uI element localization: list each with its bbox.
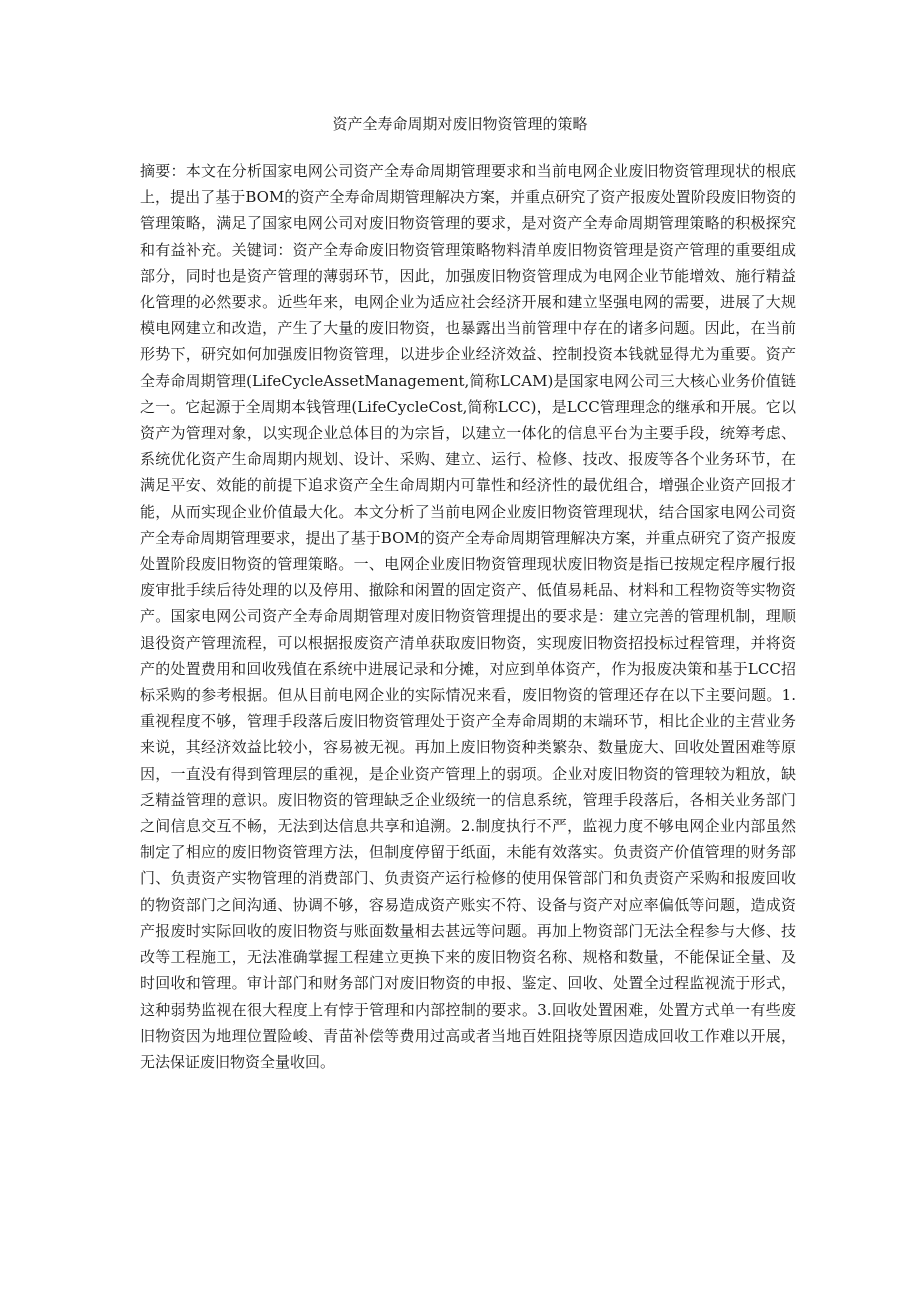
document-body: 摘要：本文在分析国家电网公司资产全寿命周期管理要求和当前电网企业废旧物资管理现状的根底上，提出了基于BOM的资产全寿命周期管理解决方案，并重点研究了资产报废处置阶段废旧物资的管理策略，满足了国家电网公司对废旧物资管理的要求，是对资产全寿命周期管理策略的积极探究和有益补充。关键词：资产全寿命废旧物资管理策略物料清单废旧物资管理是资产管理的重要组成部分，同时也是资产管理的薄弱环节，因此，加强废旧物资管理成为电网企业节能增效、施行精益化管理的必然要求。近些年来，电网企业为适应社会经济开展和建立坚强电网的需要，进展了大规模电网建立和改造，产生了大量的废旧物资，也暴露出当前管理中存在的诸多问题。因此，在当前形势下，研究如何加强废旧物资管理，以进步企业经济效益、控制投资本钱就显得尤为重要。资产全寿命周期管理(LifeCycleAssetManagement,简称LCAM)是国家电网公司三大核心业务价值链之一。它起源于全周期本钱管理(LifeCycleCost,简称LCC)，是LCC管理理念的继承和开展。它以资产为管理对象，以实现企业总体目的为宗旨，以建立一体化的信息平台为主要手段，统筹考虑、系统优化资产生命周期内规划、设计、采购、建立、运行、检修、技改、报废等各个业务环节，在满足平安、效能的前提下追求资产全生命周期内可靠性和经济性的最优组合，增强企业资产回报才能，从而实现企业价值最大化。本文分析了当前电网企业废旧物资管理现状，结合国家电网公司资产全寿命周期管理要求，提出了基于BOM的资产全寿命周期管理解决方案，并重点研究了资产报废处置阶段废旧物资的管理策略。一、电网企业废旧物资管理现状废旧物资是指已按规定程序履行报废审批手续后待处理的以及停用、撤除和闲置的固定资产、低值易耗品、材料和工程物资等实物资产。国家电网公司资产全寿命周期管理对废旧物资管理提出的要求是：建立完善的管理机制，理顺退役资产管理流程，可以根据报废资产清单获取废旧物资，实现废旧物资招投标过程管理，并将资产的处置费用和回收残值在系统中进展记录和分摊，对应到单体资产，作为报废决策和基于LCC招标采购的参考根据。但从目前电网企业的实际情况来看，废旧物资的管理还存在以下主要问题。1.重视程度不够，管理手段落后废旧物资管理处于资产全寿命周期的末端环节，相比企业的主营业务来说，其经济效益比较小，容易被无视。再加上废旧物资种类繁杂、数量庞大、回收处置困难等原因，一直没有得到管理层的重视，是企业资产管理上的弱项。企业对废旧物资的管理较为粗放，缺乏精益管理的意识。废旧物资的管理缺乏企业级统一的信息系统，管理手段落后，各相关业务部门之间信息交互不畅，无法到达信息共享和追溯。2.制度执行不严，监视力度不够电网企业内部虽然制定了相应的废旧物资管理方法，但制度停留于纸面，未能有效落实。负责资产价值管理的财务部门、负责资产实物管理的消费部门、负责资产运行检修的使用保管部门和负责资产采购和报废回收的物资部门之间沟通、协调不够，容易造成资产账实不符、设备与资产对应率偏低等问题，造成资产报废时实际回收的废旧物资与账面数量相去甚远等问题。再加上物资部门无法全程参与大修、技改等工程施工，无法准确掌握工程建立更换下来的废旧物资名称、规格和数量，不能保证全量、及时回收和管理。审计部门和财务部门对废旧物资的申报、鉴定、回收、处置全过程监视流于形式，这种弱势监视在很大程度上有悖于管理和内部控制的要求。3.回收处置困难，处置方式单一有些废旧物资因为地理位置险峻、青苗补偿等费用过高或者当地百姓阻挠等原因造成回收工作难以开展，无法保证废旧物资全量收回。 (140, 162, 796, 1071)
document-title: 资产全寿命周期对废旧物资管理的策略 (332, 115, 588, 133)
